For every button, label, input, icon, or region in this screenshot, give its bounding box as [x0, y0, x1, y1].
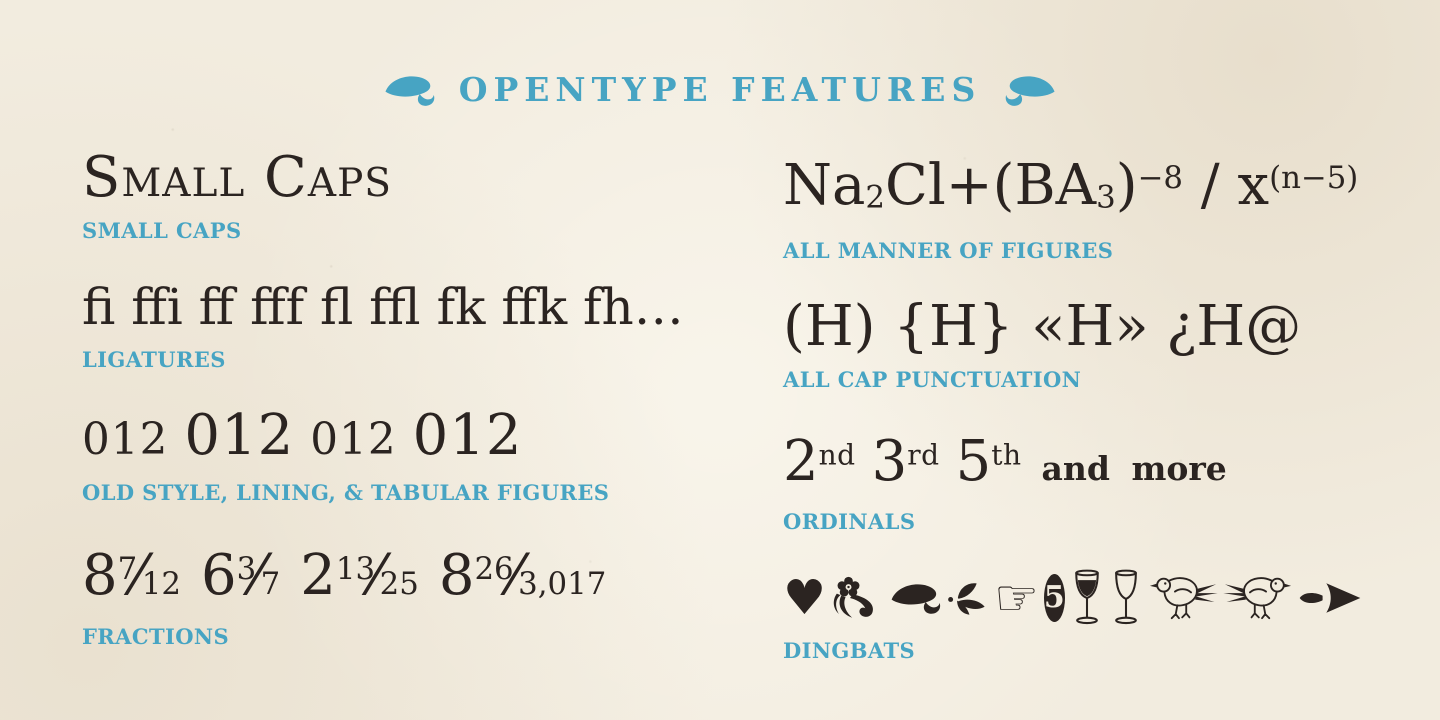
page-title: OPENTYPE FEATURES	[458, 70, 982, 109]
dingbats-label: DINGBATS	[783, 638, 916, 664]
ordinals-sample	[783, 417, 1360, 508]
lining-figures: 012	[184, 403, 295, 468]
ordinal: 5th	[955, 429, 1022, 495]
ligatures-section	[82, 268, 702, 372]
leaf-sprig-icon	[947, 578, 989, 618]
dingbats-strip	[783, 559, 1360, 637]
ordinals-section	[783, 417, 1360, 534]
bird-right-icon	[1223, 573, 1293, 623]
fractions-sample	[82, 530, 702, 623]
fractions-label: FRACTIONS	[82, 624, 230, 650]
oldstyle-tabular-figures: 012	[310, 414, 397, 465]
arrow-right-icon	[1298, 581, 1362, 615]
chemical-formula-sample: $Na_2Cl+(BA_3)^{-8} / x^{(n-5)}$	[783, 153, 1359, 219]
empty-glass-icon	[1109, 568, 1143, 628]
pointing-hand-icon: ☞	[994, 569, 1039, 628]
wine-glass-icon	[1070, 568, 1104, 628]
leaf-swirl-icon	[890, 580, 942, 616]
fractions-section	[82, 530, 702, 649]
small-caps-sample: Small Caps	[82, 145, 393, 210]
leaf-ornament-left-icon	[383, 72, 437, 108]
flower-ornament-icon	[831, 572, 885, 624]
fraction: 8$^{26}$⁄3,017	[438, 543, 607, 609]
circled-five-icon: 5	[1044, 574, 1065, 622]
leaf-ornament-right-icon	[1003, 72, 1057, 108]
figures-section	[82, 397, 702, 505]
cap-punctuation-sample: (H) {H} «H» ¿H@	[783, 293, 1302, 359]
ligatures-sample: fi ffi ff fff fl ffl fk ffk fh…	[82, 278, 684, 336]
cap-punctuation-label: ALL CAP PUNCTUATION	[783, 366, 1082, 392]
ordinal: 3rd	[871, 429, 940, 495]
bird-left-icon	[1148, 573, 1218, 623]
lining-tabular-figures: 012	[412, 403, 523, 468]
small-caps-section	[82, 139, 702, 243]
fraction: 8$^7$⁄12	[82, 543, 181, 609]
right-column	[783, 139, 1360, 688]
cap-punctuation-section	[783, 288, 1360, 392]
figures-sample	[82, 397, 702, 479]
header	[0, 0, 1440, 109]
heart-dingbat-icon: ♥	[783, 570, 827, 627]
left-column	[82, 139, 702, 688]
small-caps-label: SMALL CAPS	[82, 218, 242, 243]
oldstyle-figures: 012	[82, 414, 169, 465]
fraction: 6$^3$⁄7	[200, 543, 281, 609]
ordinals-tail-text: and more	[1041, 449, 1227, 489]
dingbats-section	[783, 559, 1360, 663]
fraction: 2$^{13}$⁄25	[300, 543, 419, 609]
figures-label: OLD STYLE, LINING, & TABULAR FIGURES	[82, 480, 610, 505]
ordinal: 2nd	[783, 429, 856, 495]
features-grid	[0, 139, 1440, 688]
ligatures-label: LIGATURES	[82, 347, 226, 372]
ordinals-label: ORDINALS	[783, 509, 916, 535]
all-figures-label: ALL MANNER OF FIGURES	[783, 237, 1114, 263]
all-figures-section	[783, 139, 1360, 263]
